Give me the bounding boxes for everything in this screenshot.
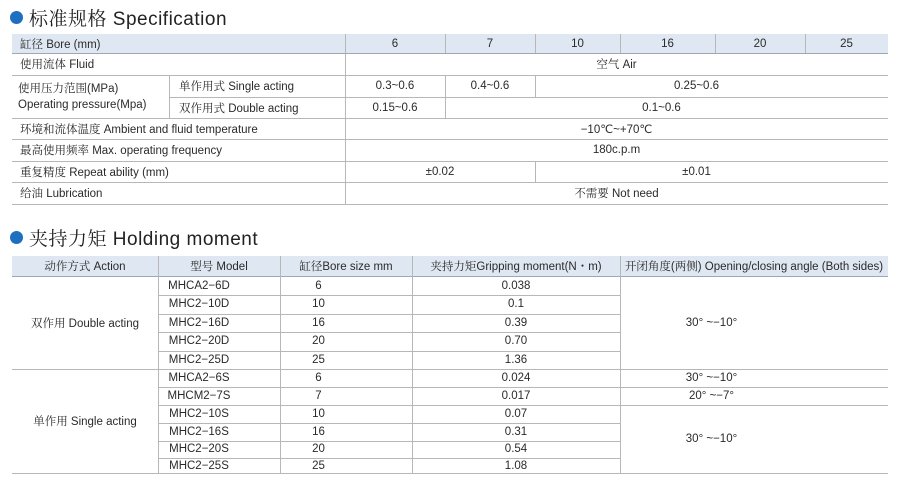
moment-20d: 0.70	[504, 335, 528, 348]
bore-6s: 6	[315, 371, 322, 384]
frequency-value: 180c.p.m	[592, 144, 641, 157]
bore-25: 25	[840, 37, 853, 50]
moment-16d: 0.39	[504, 316, 528, 329]
bore-label: 缸径 Bore (mm)	[20, 38, 101, 51]
fluid-row	[12, 54, 888, 76]
model-mhc2-16d: MHC2−16D	[168, 316, 230, 329]
single-acting-action: 单作用 Single acting	[33, 416, 137, 428]
holding-body	[12, 277, 888, 474]
pressure-row	[12, 76, 888, 119]
bore-10s: 10	[312, 407, 325, 420]
angle-6s: 30° ~−10°	[685, 371, 738, 384]
repeat-value-small: ±0.02	[425, 165, 455, 178]
frequency-row	[12, 140, 888, 162]
holding-section-title	[10, 224, 258, 250]
bore-16: 16	[661, 37, 674, 50]
moment-10s: 0.07	[504, 407, 528, 420]
spec-table	[12, 34, 888, 205]
repeat-value-large: ±0.01	[682, 165, 711, 178]
col-angle: 开闭角度(两侧) Opening/closing angle (Both sides)	[624, 261, 884, 273]
bore-20d: 20	[312, 335, 325, 348]
moment-25s: 1.08	[504, 459, 528, 472]
temperature-value: −10℃~+70℃	[580, 123, 653, 136]
moment-16s: 0.31	[504, 425, 528, 438]
model-mhc2-25s: MHC2−25S	[169, 459, 229, 472]
bullet-icon	[10, 231, 23, 244]
holding-header-row	[12, 256, 888, 277]
moment-7s: 0.017	[501, 389, 531, 402]
pressure-label-en: Operating pressure(Mpa)	[18, 99, 147, 111]
bore-25s: 25	[312, 459, 325, 472]
repeat-row	[12, 162, 888, 184]
bore-10: 10	[571, 37, 584, 50]
bullet-icon	[10, 11, 23, 24]
spec-header-row	[12, 34, 888, 54]
spec-section-title	[10, 4, 227, 30]
pressure-label-cn: 使用压力范围(MPa)	[18, 83, 119, 95]
col-bore: 缸径Bore size mm	[299, 261, 393, 273]
col-model: 型号 Model	[190, 261, 248, 273]
model-mhc2-10d: MHC2−10D	[168, 298, 230, 311]
frequency-label: 最高使用频率 Max. operating frequency	[20, 145, 222, 158]
double-pressure-rest: 0.1~0.6	[642, 102, 681, 114]
model-mhca2-6s: MHCA2−6S	[168, 371, 230, 384]
bore-7s: 7	[315, 389, 322, 402]
bore-7: 7	[486, 37, 494, 50]
temperature-label: 环境和流体温度 Ambient and fluid temperature	[20, 123, 258, 136]
bore-16s: 16	[312, 425, 325, 438]
double-acting-label: 双作用式 Double acting	[179, 103, 299, 115]
bore-20s: 20	[312, 443, 325, 456]
lubrication-value: 不需要 Not need	[574, 188, 659, 201]
fluid-label: 使用流体 Fluid	[20, 59, 95, 72]
model-mhc2-16s: MHC2−16S	[169, 425, 229, 438]
temperature-row	[12, 119, 888, 141]
bore-16d: 16	[312, 316, 325, 329]
model-mhc2-25d: MHC2−25D	[168, 353, 230, 366]
bore-6: 6	[391, 37, 399, 50]
moment-6d: 0.038	[501, 280, 531, 292]
holding-title: 夹持力矩 Holding moment	[29, 228, 259, 250]
bore-25d: 25	[312, 353, 325, 366]
model-mhc2-10s: MHC2−10S	[169, 407, 229, 420]
repeat-label: 重复精度 Repeat ability (mm)	[20, 166, 169, 179]
single-acting-label: 单作用式 Single acting	[179, 81, 295, 93]
single-pressure-7: 0.4~0.6	[470, 80, 510, 92]
model-mhc2-20s: MHC2−20S	[169, 443, 229, 456]
double-pressure-6: 0.15~0.6	[372, 102, 418, 114]
angle-7s: 20° ~−7°	[688, 389, 734, 402]
model-mhcm2-7s: MHCM2−7S	[167, 389, 231, 402]
bore-6d: 6	[315, 280, 322, 292]
lubrication-label: 给油 Lubrication	[20, 188, 103, 201]
moment-25d: 1.36	[504, 353, 528, 366]
double-acting-action: 双作用 Double acting	[30, 317, 140, 330]
holding-table	[12, 256, 888, 472]
spec-title: 标准规格 Specification	[29, 8, 228, 30]
single-pressure-6: 0.3~0.6	[375, 80, 415, 92]
angle-single-rest: 30° ~−10°	[685, 432, 738, 445]
moment-6s: 0.024	[501, 371, 531, 384]
bore-20: 20	[753, 37, 767, 50]
pressure-label	[18, 76, 146, 119]
bore-10d: 10	[312, 298, 325, 311]
model-mhc2-20d: MHC2−20D	[168, 335, 230, 348]
col-action: 动作方式 Action	[44, 261, 126, 273]
lubrication-row	[12, 183, 888, 205]
fluid-value: 空气 Air	[596, 59, 637, 72]
double-acting-angle: 30° ~−10°	[685, 316, 738, 329]
moment-10d: 0.1	[508, 298, 524, 311]
col-moment: 夹持力矩Gripping moment(N・m)	[430, 261, 602, 273]
model-mhca2-6d: MHCA2−6D	[168, 280, 230, 292]
single-pressure-rest: 0.25~0.6	[673, 80, 720, 92]
moment-20s: 0.54	[504, 443, 528, 456]
